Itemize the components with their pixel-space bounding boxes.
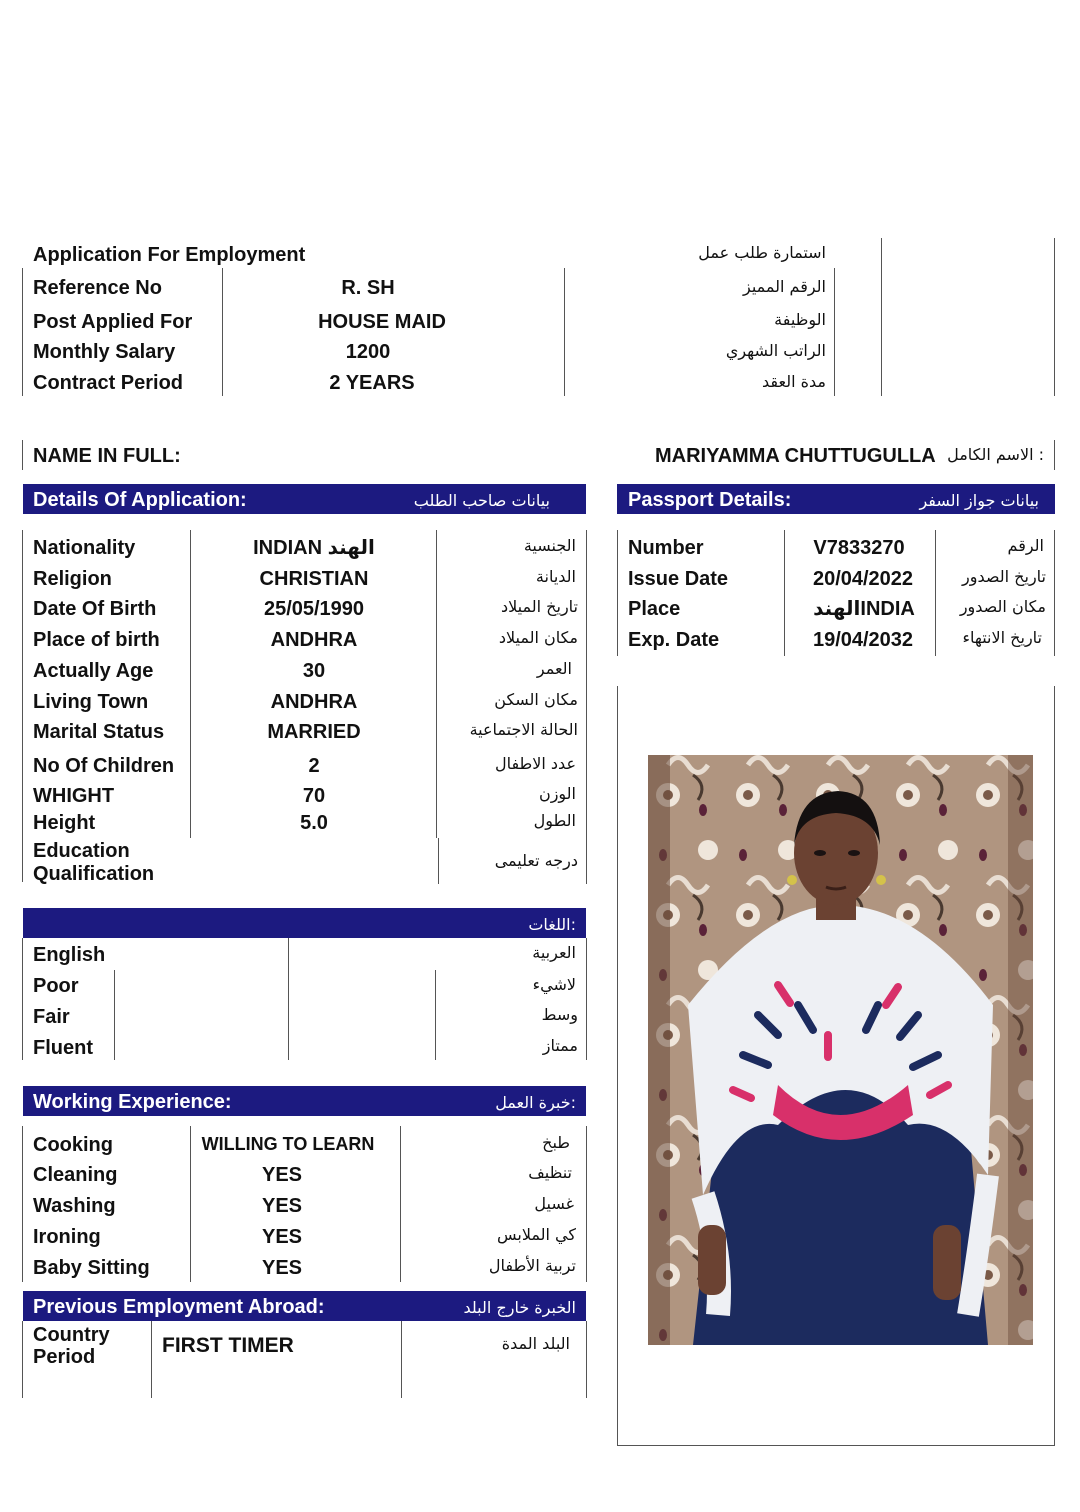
town-value: ANDHRA [270, 691, 358, 713]
languages-title-ar: اللغات: [528, 915, 576, 934]
abroad-label-ar: البلد المدة [501, 1334, 570, 1353]
qualification-label: Qualification [33, 863, 155, 885]
passport-title-ar: بيانات جواز السفر [919, 491, 1039, 510]
weight-value: 70 [302, 785, 326, 807]
reference-value: R. SH [341, 277, 395, 299]
expiry-date-label-ar: تاريخ الانتهاء [962, 628, 1042, 647]
photo-frame-border [617, 686, 618, 1445]
dob-label-ar: تاريخ الميلاد [501, 597, 578, 616]
ironing-label: Ironing [33, 1226, 101, 1248]
issue-place-label-ar: مكان الصدور [959, 597, 1046, 616]
passport-border [1054, 530, 1055, 656]
name-label: NAME IN FULL: [33, 445, 181, 467]
issue-place-label: Place [628, 598, 681, 620]
town-label: Living Town [33, 691, 149, 713]
religion-value: CHRISTIAN [259, 568, 369, 590]
experience-border [586, 1126, 587, 1282]
issue-date: 20/04/2022 [812, 568, 914, 590]
contract-label-ar: مدة العقد [762, 372, 826, 391]
expiry-date: 19/04/2032 [812, 629, 914, 651]
name-label-ar: الاسم الكامل : [947, 445, 1044, 464]
washing-label-ar: غسيل [534, 1194, 574, 1213]
abroad-border [586, 1321, 587, 1398]
photo-frame-border [1054, 686, 1055, 1445]
abroad-title-ar: الخبرة خارج البلد [463, 1298, 576, 1317]
experience-header-bar [23, 1086, 586, 1116]
level-fair: Fair [33, 1006, 70, 1028]
level-poor: Poor [33, 975, 79, 997]
abroad-border [151, 1321, 152, 1398]
nationality-value: INDIAN الهند [253, 537, 375, 559]
weight-label: WHIGHT [33, 785, 115, 807]
issue-place: الهندINDIA [813, 598, 915, 620]
level-fair-ar: وسط [541, 1005, 578, 1024]
nationality-label-ar: الجنسية [523, 536, 576, 555]
languages-border [114, 970, 115, 1060]
experience-border [400, 1126, 401, 1282]
children-value: 2 [308, 755, 320, 777]
babysitting-value: YES [261, 1257, 303, 1279]
abroad-value: FIRST TIMER [162, 1334, 294, 1357]
ironing-label-ar: كي الملابس [496, 1225, 576, 1244]
marital-label-ar: الحالة الاجتماعية [469, 720, 578, 739]
post-label-ar: الوظيفة [774, 310, 826, 329]
details-border [22, 530, 23, 882]
age-label-ar: العمر [536, 659, 572, 678]
nationality-label: Nationality [33, 537, 136, 559]
experience-border [22, 1126, 23, 1282]
details-border [436, 530, 437, 838]
passport-header-bar [617, 484, 1055, 514]
country-label: Country [33, 1324, 110, 1346]
height-label-ar: الطول [533, 811, 576, 830]
cleaning-label: Cleaning [33, 1164, 118, 1186]
language-arabic: العربية [532, 943, 576, 962]
salary-label: Monthly Salary [33, 341, 176, 363]
abroad-header-bar [23, 1291, 586, 1321]
name-border [1054, 440, 1055, 470]
dob-value: 25/05/1990 [263, 598, 365, 620]
town-label-ar: مكان السكن [494, 690, 578, 709]
details-border [438, 838, 439, 884]
period-label: Period [33, 1346, 96, 1368]
issue-date-label: Issue Date [628, 568, 729, 590]
washing-value: YES [261, 1195, 303, 1217]
experience-title: Working Experience: [33, 1091, 232, 1113]
form-title-ar: استمارة طلب عمل [698, 243, 826, 262]
weight-label-ar: الوزن [538, 784, 576, 803]
experience-border [190, 1126, 191, 1282]
details-border [190, 530, 191, 838]
abroad-title: Previous Employment Abroad: [33, 1296, 325, 1318]
cooking-label-ar: طبخ [542, 1133, 570, 1152]
babysitting-label: Baby Sitting [33, 1257, 150, 1279]
header-border [22, 268, 23, 396]
education-label: Education [33, 840, 130, 862]
height-label: Height [33, 812, 96, 834]
dob-label: Date Of Birth [33, 598, 157, 620]
details-title-ar: بيانات صاحب الطلب [413, 491, 550, 510]
level-poor-ar: لاشيء [532, 975, 576, 994]
header-border [222, 268, 223, 396]
header-border [881, 238, 882, 396]
children-label: No Of Children [33, 755, 175, 777]
pob-label-ar: مكان الميلاد [498, 628, 578, 647]
details-border [586, 530, 587, 884]
pob-value: ANDHRA [270, 629, 358, 651]
expiry-date-label: Exp. Date [628, 629, 720, 651]
passport-number-label-ar: الرقم [1007, 536, 1044, 555]
abroad-border [401, 1321, 402, 1398]
religion-label: Religion [33, 568, 112, 590]
cooking-value: WILLING TO LEARN [201, 1134, 375, 1154]
cleaning-label-ar: تنظيف [528, 1163, 572, 1182]
passport-border [935, 530, 936, 656]
contract-value: 2 YEARS [329, 372, 415, 394]
form-title: Application For Employment [33, 244, 306, 266]
children-label-ar: عدد الاطفال [494, 754, 576, 773]
babysitting-label-ar: تربية الأطفال [488, 1256, 576, 1275]
marital-value: MARRIED [267, 721, 361, 743]
contract-label: Contract Period [33, 372, 184, 394]
header-border [1054, 238, 1055, 396]
details-title: Details Of Application: [33, 489, 247, 511]
level-fluent: Fluent [33, 1037, 93, 1059]
passport-number: V7833270 [813, 537, 905, 559]
languages-border [586, 938, 587, 1060]
cooking-label: Cooking [33, 1134, 113, 1156]
salary-value: 1200 [345, 341, 391, 363]
details-header-bar [23, 484, 586, 514]
full-name: MARIYAMMA CHUTTUGULLA [655, 445, 936, 467]
passport-border [617, 530, 618, 656]
languages-header-bar [23, 908, 586, 938]
issue-date-label-ar: تاريخ الصدور [962, 567, 1046, 586]
religion-label-ar: الديانة [535, 567, 576, 586]
level-fluent-ar: ممتاز [542, 1036, 578, 1055]
experience-title-ar: خبرة العمل: [495, 1093, 576, 1112]
header-border [834, 268, 835, 396]
header-border [564, 268, 565, 396]
photo-frame-border [617, 1445, 1055, 1446]
applicant-photo [648, 755, 1033, 1345]
reference-label: Reference No [33, 277, 162, 299]
age-label: Actually Age [33, 660, 154, 682]
passport-title: Passport Details: [628, 489, 792, 511]
post-label: Post Applied For [33, 311, 193, 333]
age-value: 30 [302, 660, 326, 682]
language-english: English [33, 944, 106, 966]
education-label-ar: درجه تعليمى [494, 851, 578, 870]
pob-label: Place of birth [33, 629, 160, 651]
languages-border [435, 970, 436, 1060]
washing-label: Washing [33, 1195, 116, 1217]
post-value: HOUSE MAID [318, 311, 446, 333]
abroad-border [22, 1321, 23, 1398]
passport-number-label: Number [628, 537, 704, 559]
languages-border [288, 938, 289, 1060]
reference-label-ar: الرقم المميز [742, 277, 826, 296]
name-border [22, 440, 23, 470]
passport-border [784, 530, 785, 656]
ironing-value: YES [261, 1226, 303, 1248]
languages-border [22, 938, 23, 1060]
height-value: 5.0 [300, 812, 328, 834]
salary-label-ar: الراتب الشهري [725, 341, 826, 360]
marital-label: Marital Status [33, 721, 165, 743]
cleaning-value: YES [261, 1164, 303, 1186]
